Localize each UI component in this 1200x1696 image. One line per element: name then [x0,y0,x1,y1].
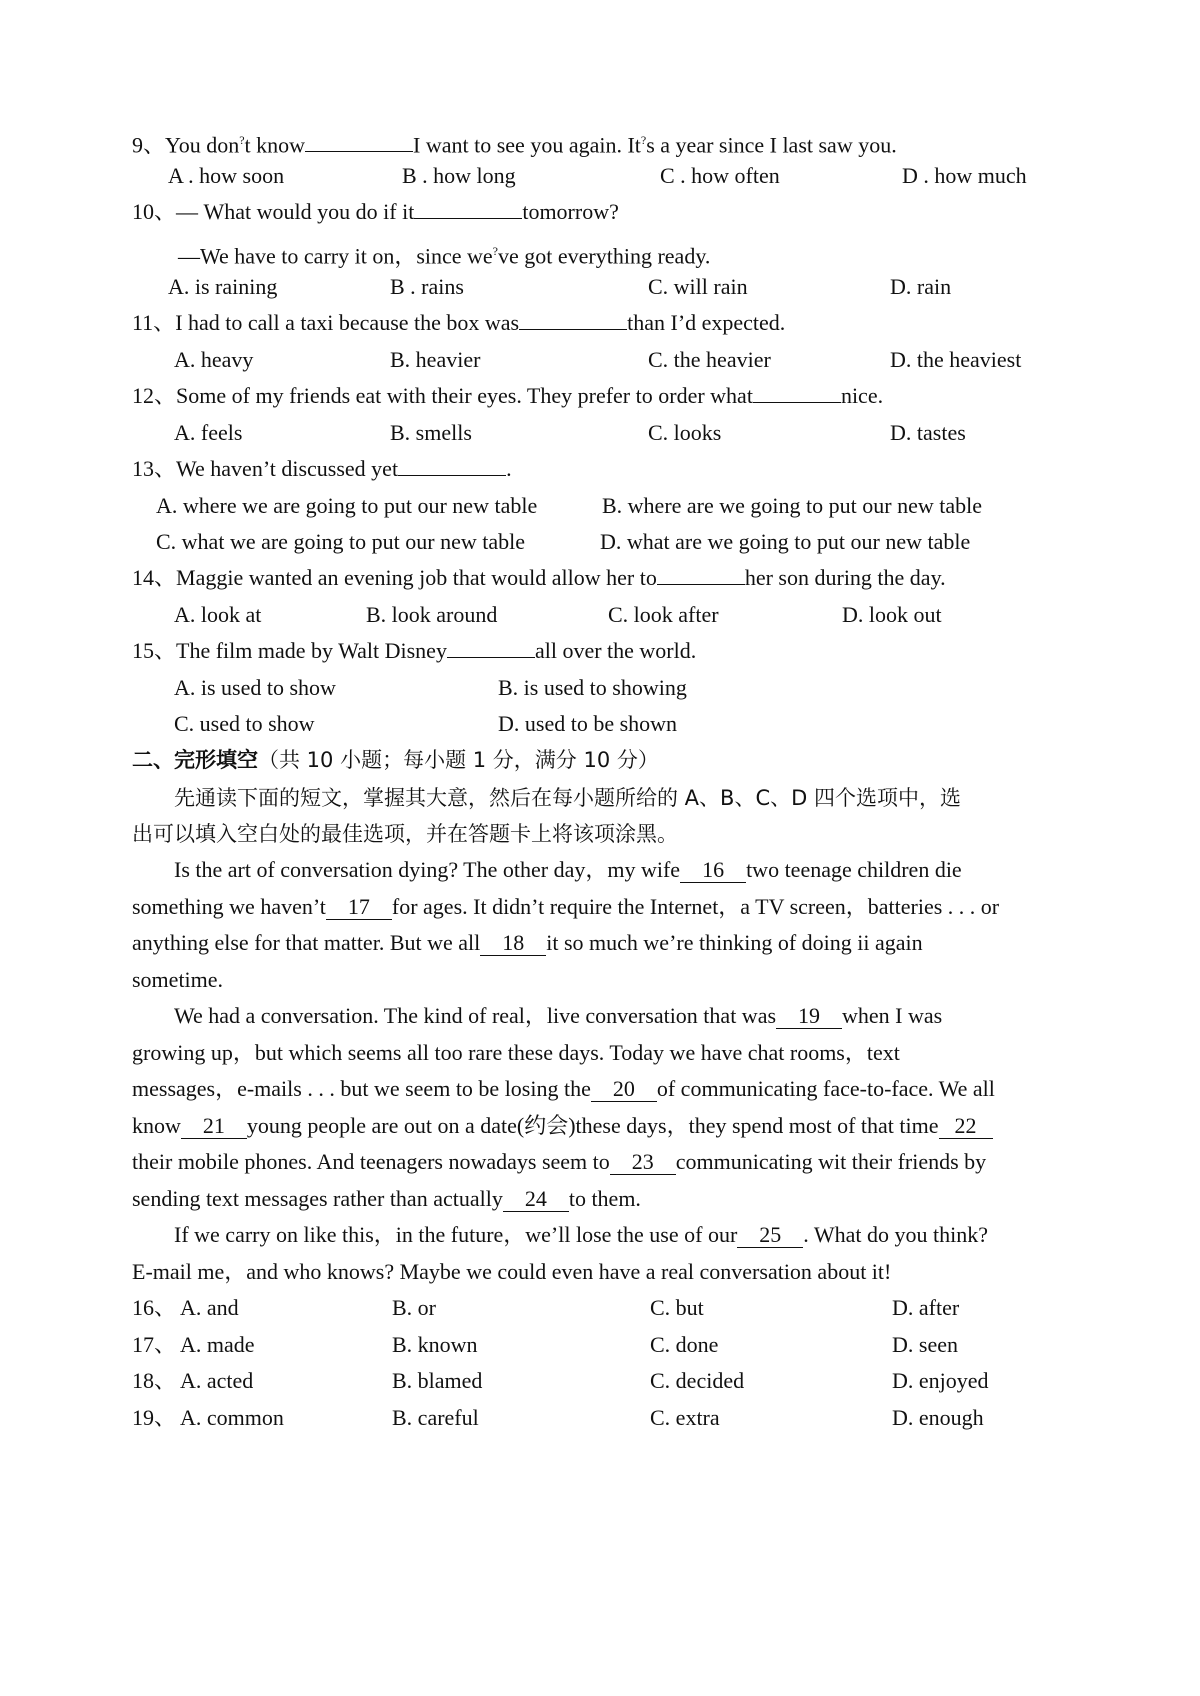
reply-text: ve got everything ready. [498,243,711,269]
question-10 [132,198,619,226]
question-11 [132,309,785,337]
question-stem: I want to see you again. It [413,132,641,158]
question-stem: . [506,456,512,481]
passage-text: young people are out on a date(约会)these days，they spend most of that time [246,1113,939,1138]
passage-text: know [132,1113,181,1138]
option-b: B. heavier [390,347,481,372]
answer-blank [398,475,506,476]
cloze-blank: 20 [591,1077,657,1102]
question-14 [132,564,946,592]
question-number: 10、 [132,199,177,224]
question-stem: You don [165,132,240,158]
option-a: A. acted [180,1368,254,1393]
question-number: 15、 [132,638,177,663]
cloze-question-number: 19、 [132,1405,177,1430]
option-d: D. enough [892,1405,984,1430]
question-stem: t know [244,132,306,158]
question-stem: I had to call a taxi because the box was [175,310,520,335]
option-b: B. where are we going to put our new table [602,493,982,518]
passage-text: We had a conversation. The kind of real，live conversation that was [174,1003,777,1028]
answer-blank [657,584,745,585]
passage-line [132,1148,986,1176]
garbled-mark: ? [492,244,498,258]
passage-line: growing up，but which seems all too rare these days. Today we have chat rooms，text [132,1040,900,1065]
passage-text: it so much we’re thinking of doing ii again [546,930,923,955]
option-a: A. and [180,1295,239,1320]
cloze-blank: 23 [610,1150,676,1175]
cloze-blank: 21 [181,1114,247,1139]
option-b: B. look around [366,602,498,627]
passage-text: Is the art of conversation dying? The other day，my wife [174,857,681,882]
option-a: A. is used to show [174,675,336,700]
option-c: C. done [650,1332,719,1357]
passage-text: of communicating face-to-face. We all [656,1076,995,1101]
passage-text: sending text messages rather than actually [132,1186,503,1211]
section-instruction-line-1: 先通读下面的短文，掌握其大意，然后在每小题所给的 A、B、C、D 四个选项中，选 [174,786,961,810]
passage-text: two teenage children die [746,857,962,882]
cloze-blank: 16 [680,858,746,883]
option-b: B. known [392,1332,478,1357]
section-instruction-line-2: 出可以填入空白处的最佳选项，并在答题卡上将该项涂黑。 [132,822,678,846]
cloze-question-number: 18、 [132,1368,177,1393]
option-a: A. look at [174,602,262,627]
answer-blank [519,329,627,330]
question-stem: Some of my friends eat with their eyes. They prefer to order what [176,383,753,408]
section-heading [132,746,659,774]
question-stem: her son during the day. [744,565,946,590]
answer-blank [753,402,841,403]
passage-line [132,1185,641,1213]
passage-text: for ages. It didn’t require the Internet，a TV screen，batteries . . . or [391,894,1000,919]
option-d: D. enjoyed [892,1368,989,1393]
option-c: C. extra [650,1405,720,1430]
passage-text: messages，e-mails . . . but we seem to be losing the [132,1076,591,1101]
passage-text: when I was [842,1003,943,1028]
question-number: 13、 [132,456,177,481]
question-stem: Maggie wanted an evening job that would allow her to [176,565,657,590]
passage-line [174,1002,942,1030]
passage-text: communicating wit their friends by [675,1149,987,1174]
option-d: D . how much [902,163,1027,188]
question-number: 11、 [132,310,176,335]
cloze-blank: 22 [939,1114,993,1139]
option-d: D. seen [892,1332,958,1357]
section-title: 二、完形填空 [132,748,258,772]
option-b: B. smells [390,420,472,445]
option-d: D. what are we going to put our new table [600,529,971,554]
option-d: D. the heaviest [890,347,1022,372]
section-note: （共 10 小题；每小题 1 分，满分 10 分） [258,748,659,772]
option-d: D. look out [842,602,942,627]
answer-blank [414,218,522,219]
question-stem: We haven’t discussed yet [176,456,399,481]
passage-text: If we carry on like this，in the future，we’ll lose the use of our [174,1222,738,1247]
passage-line: E-mail me，and who knows? Maybe we could even have a real conversation about it! [132,1259,892,1284]
option-a: A. feels [174,420,243,445]
question-stem: tomorrow? [522,199,619,224]
cloze-question-number: 16、 [132,1295,177,1320]
cloze-blank: 17 [326,895,392,920]
passage-text: their mobile phones. And teenagers nowadays seem to [132,1149,610,1174]
option-a: A. is raining [168,274,278,299]
cloze-blank: 19 [776,1004,842,1029]
cloze-blank: 25 [737,1223,803,1248]
passage-text: to them. [568,1186,641,1211]
option-b: B . how long [402,163,516,188]
option-d: D. used to be shown [498,711,678,736]
answer-blank [305,151,413,152]
option-d: D. tastes [890,420,966,445]
passage-text: . What do you think? [803,1222,989,1247]
option-a: A. where we are going to put our new table [156,493,538,518]
option-a: A. made [180,1332,255,1357]
option-c: C. decided [650,1368,745,1393]
option-a: A. common [180,1405,284,1430]
option-d: D. after [892,1295,960,1320]
passage-line [132,1075,995,1103]
option-c: C. but [650,1295,704,1320]
passage-text: anything else for that matter. But we all [132,930,481,955]
passage-line: sometime. [132,967,224,992]
option-d: D. rain [890,274,952,299]
question-12 [132,382,883,410]
option-a: A. heavy [174,347,254,372]
passage-line [174,856,962,884]
cloze-blank: 18 [480,931,546,956]
passage-line [132,929,923,957]
answer-blank [447,657,535,658]
option-c: C. what we are going to put our new table [156,529,526,554]
option-b: B. careful [392,1405,479,1430]
cloze-blank: 24 [503,1187,569,1212]
question-number: 12、 [132,383,177,408]
cloze-question-number: 17、 [132,1332,177,1357]
passage-text: something we haven’t [132,894,326,919]
question-stem: — What would you do if it [176,199,415,224]
option-a: A . how soon [168,163,285,188]
reply-text: —We have to carry it on，since we [178,243,493,269]
question-stem: s a year since I last saw you. [646,132,897,158]
question-stem: all over the world. [534,638,697,663]
option-b: B. blamed [392,1368,483,1393]
option-c: C. will rain [648,274,748,299]
question-number: 9、 [132,132,166,158]
option-c: C. look after [608,602,719,627]
garbled-mark: ? [640,133,647,147]
option-c: C. the heavier [648,347,771,372]
passage-line [132,1112,993,1140]
option-b: B. is used to showing [498,675,687,700]
question-stem: The film made by Walt Disney [176,638,447,663]
question-stem: than I’d expected. [627,310,786,335]
question-9 [132,126,897,159]
passage-line [132,893,999,921]
question-number: 14、 [132,565,177,590]
passage-line [174,1221,988,1249]
garbled-mark: ? [239,133,245,147]
option-b: B . rains [390,274,464,299]
option-c: C . how often [660,163,780,188]
question-13 [132,455,512,483]
option-c: C. looks [648,420,722,445]
question-stem: nice. [840,383,884,408]
option-b: B. or [392,1295,436,1320]
question-15 [132,637,696,665]
option-c: C. used to show [174,711,315,736]
question-10-reply [178,237,710,270]
